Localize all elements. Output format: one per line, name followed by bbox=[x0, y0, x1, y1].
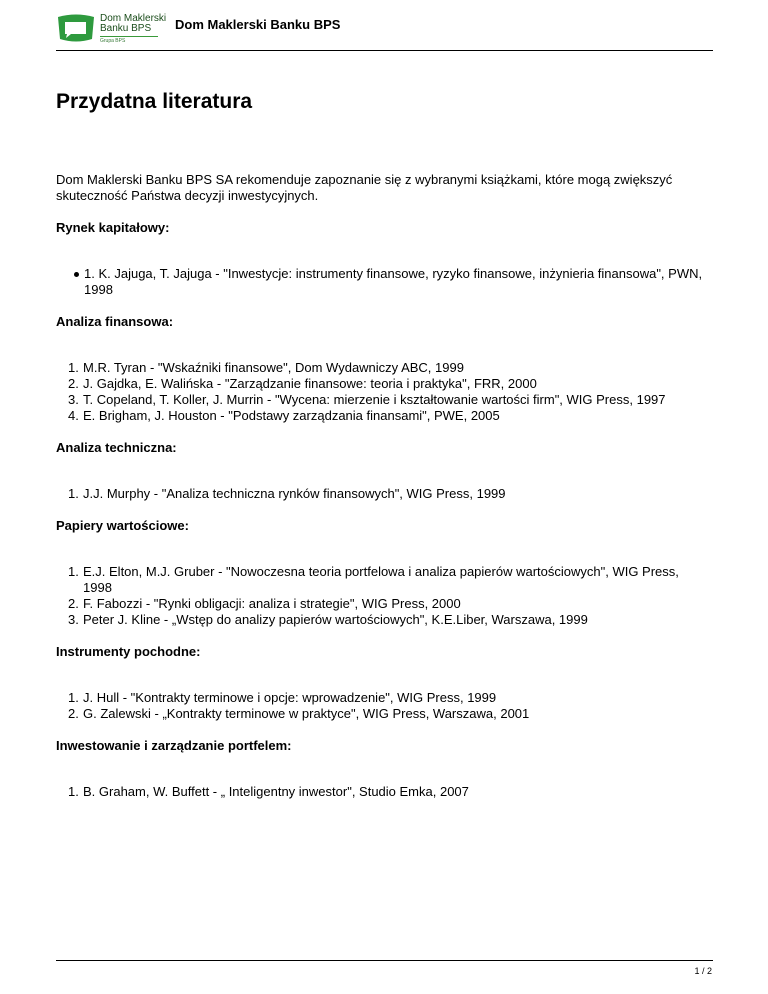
list-inwestowanie bbox=[56, 784, 706, 800]
section-title-analiza-finansowa: Analiza finansowa: bbox=[56, 314, 174, 329]
list-item: 1. B. Graham, W. Buffett - „ Inteligentny inwestor", Studio Emka, 2007 bbox=[68, 784, 469, 799]
section-title-rynek-kapitalowy: Rynek kapitałowy: bbox=[56, 220, 170, 235]
company-logo bbox=[56, 13, 166, 45]
list-item: 4. E. Brigham, J. Houston - "Podstawy zarządzania finansami", PWE, 2005 bbox=[68, 408, 500, 423]
section-title-papiery-wartosciowe: Papiery wartościowe: bbox=[56, 518, 189, 533]
list-papiery-wartosciowe bbox=[56, 564, 706, 628]
list-item: 1. M.R. Tyran - "Wskaźniki finansowe", Dom Wydawniczy ABC, 1999 bbox=[68, 360, 464, 375]
footer-divider bbox=[56, 960, 713, 961]
page-title: Przydatna literatura bbox=[56, 90, 253, 113]
section-title-analiza-techniczna: Analiza techniczna: bbox=[56, 440, 177, 455]
header-title: Dom Maklerski Banku BPS bbox=[175, 17, 341, 32]
logo-text-line1: Dom Maklerski bbox=[100, 13, 167, 24]
page-header bbox=[56, 13, 713, 51]
list-item: 2. J. Gajdka, E. Walińska - "Zarządzanie finansowe: teoria i praktyka", FRR, 2000 bbox=[68, 376, 537, 391]
logo-icon bbox=[56, 13, 96, 45]
list-item: 1. J. Hull - "Kontrakty terminowe i opcje: wprowadzenie", WIG Press, 1999 bbox=[68, 690, 497, 705]
list-item: 2. G. Zalewski - „Kontrakty terminowe w praktyce", WIG Press, Warszawa, 2001 bbox=[68, 706, 530, 721]
list-item: 1. K. Jajuga, T. Jajuga - "Inwestycje: instrumenty finansowe, ryzyko finansowe, inżynieria finansowa", PWN, 1998 bbox=[74, 266, 706, 298]
section-title-inwestowanie: Inwestowanie i zarządzanie portfelem: bbox=[56, 738, 292, 753]
logo-text-line3: Grupa BPS bbox=[100, 36, 158, 45]
page-number: 1 / 2 bbox=[694, 966, 712, 976]
list-instrumenty-pochodne bbox=[56, 690, 706, 722]
section-title-instrumenty-pochodne: Instrumenty pochodne: bbox=[56, 644, 201, 659]
header-divider bbox=[56, 50, 713, 51]
list-item: 3. Peter J. Kline - „Wstęp do analizy papierów wartościowych", K.E.Liber, Warszawa, 1999 bbox=[68, 612, 588, 627]
list-analiza-finansowa bbox=[56, 360, 706, 424]
list-item: 3. T. Copeland, T. Koller, J. Murrin - "Wycena: mierzenie i kształtowanie wartości firm", WIG Press, 1997 bbox=[68, 392, 666, 407]
intro-paragraph: Dom Maklerski Banku BPS SA rekomenduje zapoznanie się z wybranymi książkami, które mogą zwiększyć skuteczność Państwa decyzji inwestycyjnych. bbox=[56, 172, 673, 203]
list-item: 1. J.J. Murphy - "Analiza techniczna rynków finansowych", WIG Press, 1999 bbox=[68, 486, 506, 501]
article-body bbox=[56, 172, 706, 800]
list-item: 1. E.J. Elton, M.J. Gruber - "Nowoczesna teoria portfelowa i analiza papierów wartościowych", WIG Press, 1998 bbox=[68, 564, 679, 595]
list-analiza-techniczna bbox=[56, 486, 706, 502]
list-item: 2. F. Fabozzi - "Rynki obligacji: analiza i strategie", WIG Press, 2000 bbox=[68, 596, 461, 611]
list-rynek-kapitalowy bbox=[56, 266, 706, 298]
logo-text-line2: Banku BPS bbox=[100, 23, 152, 34]
